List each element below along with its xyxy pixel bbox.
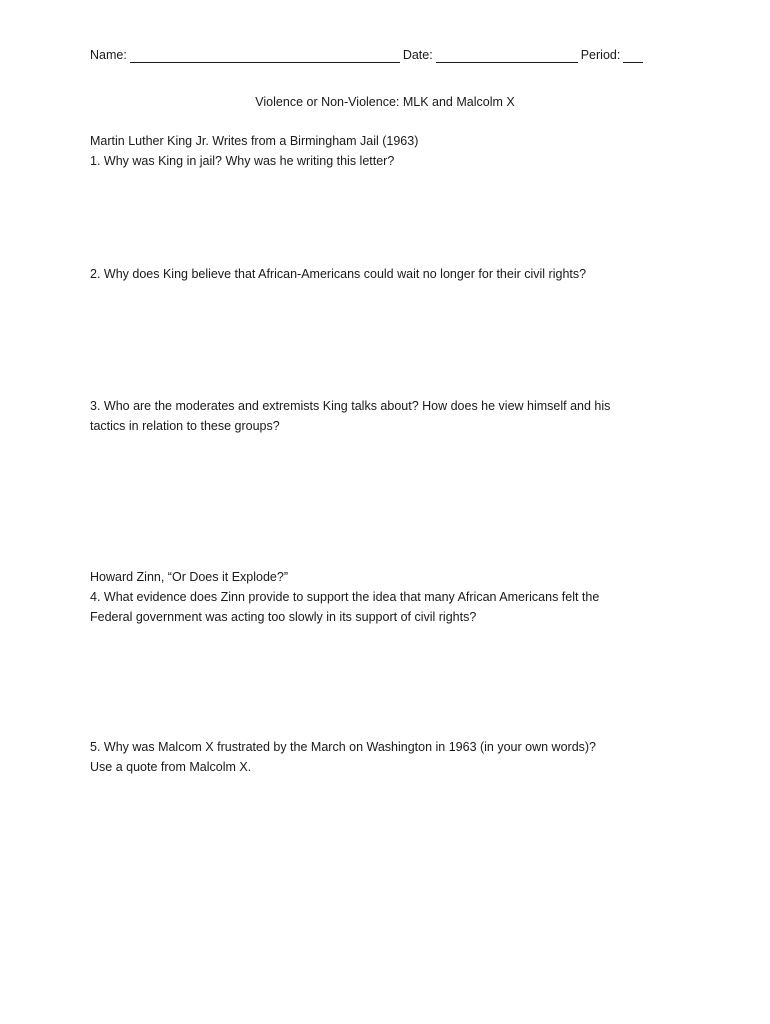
section-zinn	[90, 567, 680, 627]
question-5-line-1: 5. Why was Malcom X frustrated by the March on Washington in 1963 (in your own words)?	[90, 740, 597, 754]
section-heading: Martin Luther King Jr. Writes from a Birmingham Jail (1963)	[90, 134, 419, 148]
question-4-line-2: Federal government was acting too slowly in its support of civil rights?	[90, 610, 477, 624]
question-4-line-1: 4. What evidence does Zinn provide to support the idea that many African Americans felt the	[90, 590, 600, 604]
section-birmingham	[90, 131, 680, 171]
period-blank[interactable]	[623, 48, 643, 63]
section-heading: Howard Zinn, “Or Does it Explode?”	[90, 570, 288, 584]
period-label: Period:	[580, 48, 621, 62]
name-label: Name:	[90, 48, 127, 62]
question-3-line-2: tactics in relation to these groups?	[90, 419, 280, 433]
question-2: 2. Why does King believe that African-Americans could wait no longer for their civil rights?	[90, 267, 587, 281]
question-5-block	[90, 737, 680, 777]
date-blank[interactable]	[436, 48, 578, 63]
question-5-line-2: Use a quote from Malcolm X.	[90, 760, 252, 774]
question-3-line-1: 3. Who are the moderates and extremists King talks about? How does he view himself and his	[90, 399, 611, 413]
worksheet-title: Violence or Non-Violence: MLK and Malcolm X	[255, 95, 515, 109]
name-blank[interactable]	[130, 48, 400, 63]
question-2-block	[90, 264, 680, 284]
date-label: Date:	[402, 48, 433, 62]
question-3-block	[90, 396, 680, 436]
question-1: 1. Why was King in jail? Why was he writing this letter?	[90, 154, 395, 168]
student-info-header	[90, 47, 670, 63]
